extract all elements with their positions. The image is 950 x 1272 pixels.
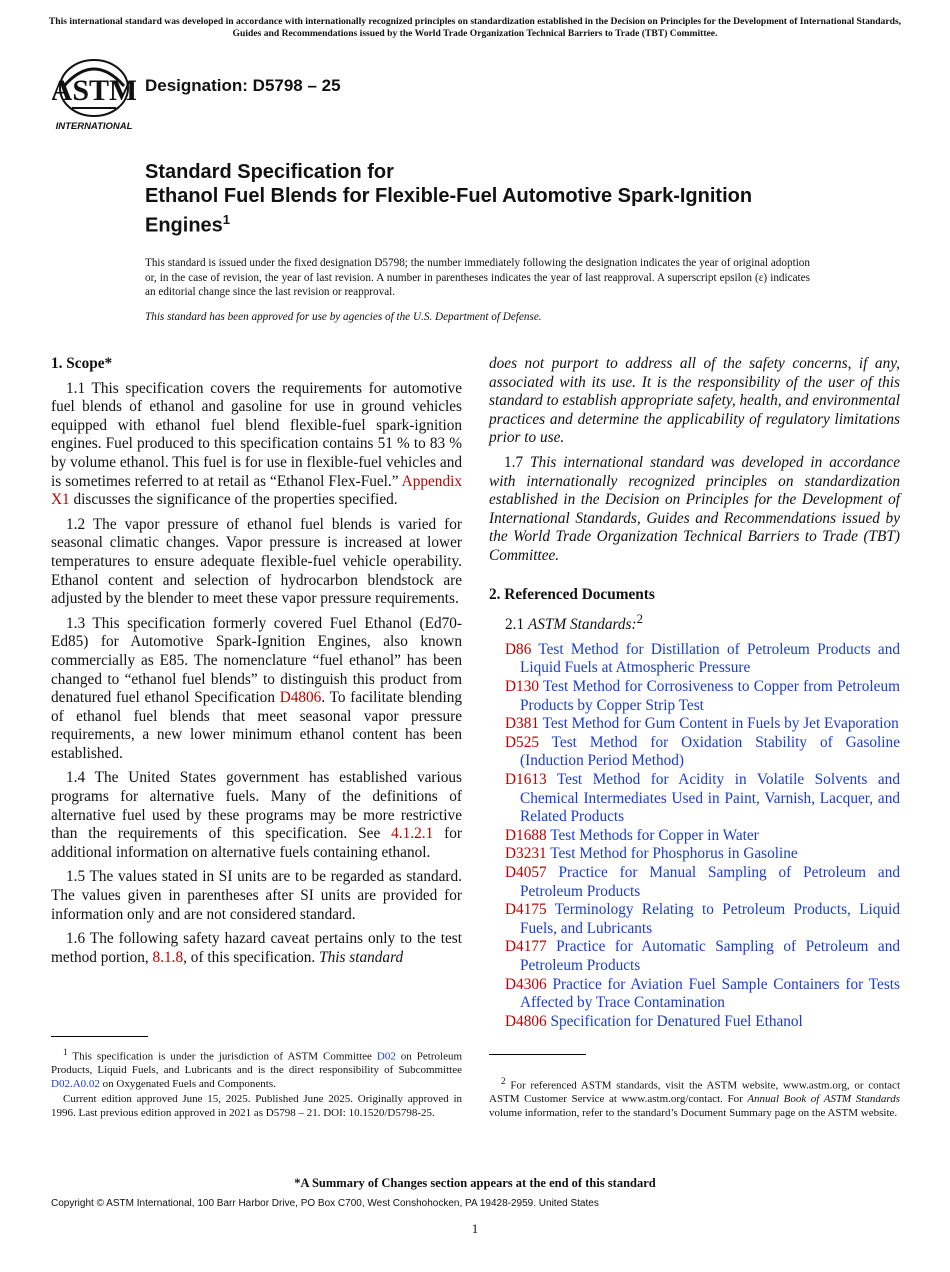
title-line-2 [145,184,825,238]
reference-item [505,1013,900,1032]
para-text: 1.4 The United States government has established various programs for alternative fuels. Many of the definitions of alternative fuel used by these programs may be more restrictive than the requirements of this specification. See [51,769,462,843]
scope-para-1-2: 1.2 The vapor pressure of ethanol fuel blends is varied for seasonal climatic changes. Vapor pressure is increased at lower temperatures to ensure adequate flexible-fuel vehicle operability. Ethanol content and selection of hydrocarbon blendstock are adjusted by the blender to meet these vapor pressure requirements. [51,515,462,608]
right-column-content [489,355,900,1031]
reference-title-link[interactable]: Practice for Automatic Sampling of Petroleum and Petroleum Products [520,938,900,974]
annual-book-title: Annual Book of ASTM Standards [747,1093,900,1106]
reference-title-link[interactable]: Test Method for Corrosiveness to Copper from Petroleum Products by Copper Strip Test [520,678,900,714]
section-4-1-2-1-link[interactable]: 4.1.2.1 [391,825,434,843]
para-text: discusses the significance of the properties specified. [69,491,398,509]
logo-international-text: INTERNATIONAL [55,121,133,132]
issuance-note: This standard is issued under the fixed designation D5798; the number immediately following the designation indicates the year of original adoption or, in the case of revision, the year of last revision. A number in parentheses indicates the year of last reapproval. A superscript epsilon (ε) indicates an editorial change since the last revision or reapproval. [145,257,810,298]
footnote-1-para [51,1046,462,1091]
reference-item [505,641,900,678]
footnote-2 [489,1075,900,1120]
reference-code-link[interactable]: D1613 [505,770,547,788]
reference-title-link[interactable]: Specification for Denatured Fuel Ethanol [550,1012,803,1030]
reference-item [505,715,900,734]
footnote-1 [51,1046,462,1120]
reference-title-link[interactable]: Practice for Manual Sampling of Petroleum and Petroleum Products [520,863,900,900]
copyright-line: Copyright © ASTM International, 100 Barr Harbor Drive, PO Box C700, West Conshohocken, PA 19428-2959. United States [51,1198,599,1209]
footnote-2-para [489,1075,900,1120]
reference-title-link[interactable]: Test Method for Oxidation Stability of Gasoline (Induction Period Method) [520,733,900,770]
fn-text: This specification is under the jurisdiction of ASTM Committee [67,1050,377,1063]
reference-code-link[interactable]: D86 [505,640,532,658]
safety-caveat: This standard [319,948,404,966]
reference-item [505,938,900,975]
para-text: 1.3 This specification formerly covered Fuel Ethanol (Ed70-Ed85) for Automotive Spark-Ignition Engines, also known commercially as E85. The nomenclature “fuel ethanol” has been changed to “ethanol fuel blends” to distinguish this product from denatured fuel ethanol Specification [51,614,462,707]
reference-item [505,864,900,901]
footnotes-left [51,1036,462,1122]
d4806-link[interactable]: D4806 [279,689,322,707]
scope-para-1-1 [51,380,462,510]
logo-astm-text: ASTM [52,74,136,107]
reference-title-link[interactable]: Terminology Relating to Petroleum Products, Liquid Fuels, and Lubricants [520,901,900,937]
reference-code-link[interactable]: D4306 [505,975,547,993]
reference-item [505,976,900,1013]
footnote-1-mark: 1 [63,1047,68,1057]
scope-heading: 1. Scope* [51,355,113,372]
committee-d02-link[interactable]: D02 [376,1050,396,1063]
safety-caveat-continued: does not purport to address all of the safety concerns, if any, associated with its use. It is the responsibility of the user of this standard to establish appropriate safety, health, and environmental practices and determine the applicability of regulatory limitations prior to use. [489,355,900,447]
summary-of-changes-note: *A Summary of Changes section appears at the end of this standard [294,1176,656,1190]
reference-code-link[interactable]: D4806 [505,1012,547,1030]
reference-code-link[interactable]: D525 [505,733,539,751]
reference-code-link[interactable]: D3231 [505,845,547,863]
title-line-1: Standard Specification for [145,161,394,183]
reference-title-link[interactable]: Test Methods for Copper in Water [550,826,759,844]
scope-para-1-5: 1.5 The values stated in SI units are to be regarded as standard. The values given in parentheses after SI units are provided for information only and are not considered standard. [51,868,462,923]
para-text: , of this specification. [183,948,320,966]
reference-item [505,734,900,771]
footnote-1-edition: Current edition approved June 15, 2025. Published June 2025. Originally approved in 1996. Last previous edition approved in 2021 as D5798 – 21. DOI: 10.1520/D5798-25. [51,1093,462,1119]
astm-logo-icon [52,56,136,134]
page-number: 1 [471,1221,479,1236]
scope-para-1-4 [51,769,462,862]
footnote-rule [489,1054,586,1055]
scope-para-1-7 [489,454,900,566]
reference-code-link[interactable]: D4175 [505,901,547,919]
fn-text: on Petroleum Products, Liquid Fuels, and Lubricants and is the direct responsibility of Subcommittee [51,1050,463,1077]
title-main: Ethanol Fuel Blends for Flexible-Fuel Automotive Spark-Ignition Engines [145,185,753,237]
tbt-banner: This international standard was developed in accordance with internationally recognized principles on standardization established in the Decision on Principles for the Development of International Standards, Guides and Recommendations issued by the World Trade Organization Technical Barriers to Trade (TBT) Committee. [48,16,902,39]
para-text: 1.1 This specification covers the requirements for automotive fuel blends of ethanol and gasoline for use in ground vehicles equipped with ethanol fuel blend flexible-fuel spark-ignition engines. Fuel produced to this specification contains 51 % to 83 % by volume ethanol. This fuel is for use in flexible-fuel vehicles and is sometimes referred to at retail as “Ethanol Flex-Fuel.” [51,379,462,490]
para-text: 1.6 The following safety hazard caveat pertains only to the test method portion, [51,930,462,966]
reference-title-link[interactable]: Test Method for Distillation of Petroleum Products and Liquid Fuels at Atmospheric Pressure [520,640,900,677]
fn-text: volume information, refer to the standard’s Document Summary page on the ASTM website. [489,1106,898,1119]
reference-title-link[interactable]: Practice for Aviation Fuel Sample Containers for Tests Affected by Trace Contamination [520,975,900,1012]
reference-item [505,845,900,864]
scope-para-1-3 [51,615,462,764]
fn-text: For referenced ASTM standards, visit the ASTM website, www.astm.org, or contact ASTM Customer Service at www.astm.org/contact. For [489,1079,900,1106]
dod-approval-note: This standard has been approved for use by agencies of the U.S. Department of Defense. [145,311,542,323]
footnote-rule [51,1036,148,1037]
referenced-list [489,641,900,1031]
reference-code-link[interactable]: D4057 [505,863,547,881]
appendix-x1-link[interactable]: Appendix X1 [51,472,462,509]
reference-item [505,678,900,715]
footnotes-right [489,1054,900,1122]
subcommittee-link[interactable]: D02.A0.02 [51,1077,100,1090]
left-column [51,355,462,973]
para-text: . To facilitate blending of ethanol fuel blends that meet seasonal vapor pressure requirements, a new lower minimum ethanol content has been established. [51,689,462,762]
scope-para-1-6 [51,930,462,967]
reference-title-link[interactable]: Test Method for Phosphorus in Gasoline [550,845,798,863]
footnote-2-mark-text: 2 [501,1076,506,1086]
reference-item [505,901,900,938]
astm-standards-subhead [505,610,900,635]
referenced-heading: 2. Referenced Documents [489,585,655,603]
reference-title-link[interactable]: Test Method for Acidity in Volatile Solvents and Chemical Intermediates Used in Paint, Varnish, Lacquer, and Related Products [520,770,900,826]
reference-item [505,771,900,827]
fn-text: on Oxygenated Fuels and Components. [99,1077,276,1090]
title-footnote-mark[interactable]: 1 [222,212,231,227]
astm-logo [52,56,136,134]
reference-title-link[interactable]: Test Method for Gum Content in Fuels by Jet Evaporation [542,715,899,733]
reference-item [505,827,900,846]
sub-num: 2.1 [505,616,528,634]
tbt-statement: This international standard was developed in accordance with internationally recognized principles on standardization established in the Decision on Principles for the Development of International Standards, Guides and Recommendations issued by the World Trade Organization Technical Barriers to Trade (TBT) Committee. [489,453,900,564]
section-8-1-8-link[interactable]: 8.1.8 [152,948,184,966]
reference-code-link[interactable]: D381 [505,715,539,733]
reference-code-link[interactable]: D4177 [505,938,547,956]
document-title [145,160,825,238]
sub-label: ASTM Standards: [527,616,637,634]
para-text: for additional information on alternative fuels containing ethanol. [51,825,462,861]
para-number: 1.7 [504,453,531,471]
footnote-2-mark[interactable]: 2 [636,612,643,627]
reference-code-link[interactable]: D130 [505,678,539,695]
right-column-continuation [489,355,900,586]
designation: Designation: D5798 – 25 [145,76,341,95]
reference-code-link[interactable]: D1688 [505,826,547,844]
